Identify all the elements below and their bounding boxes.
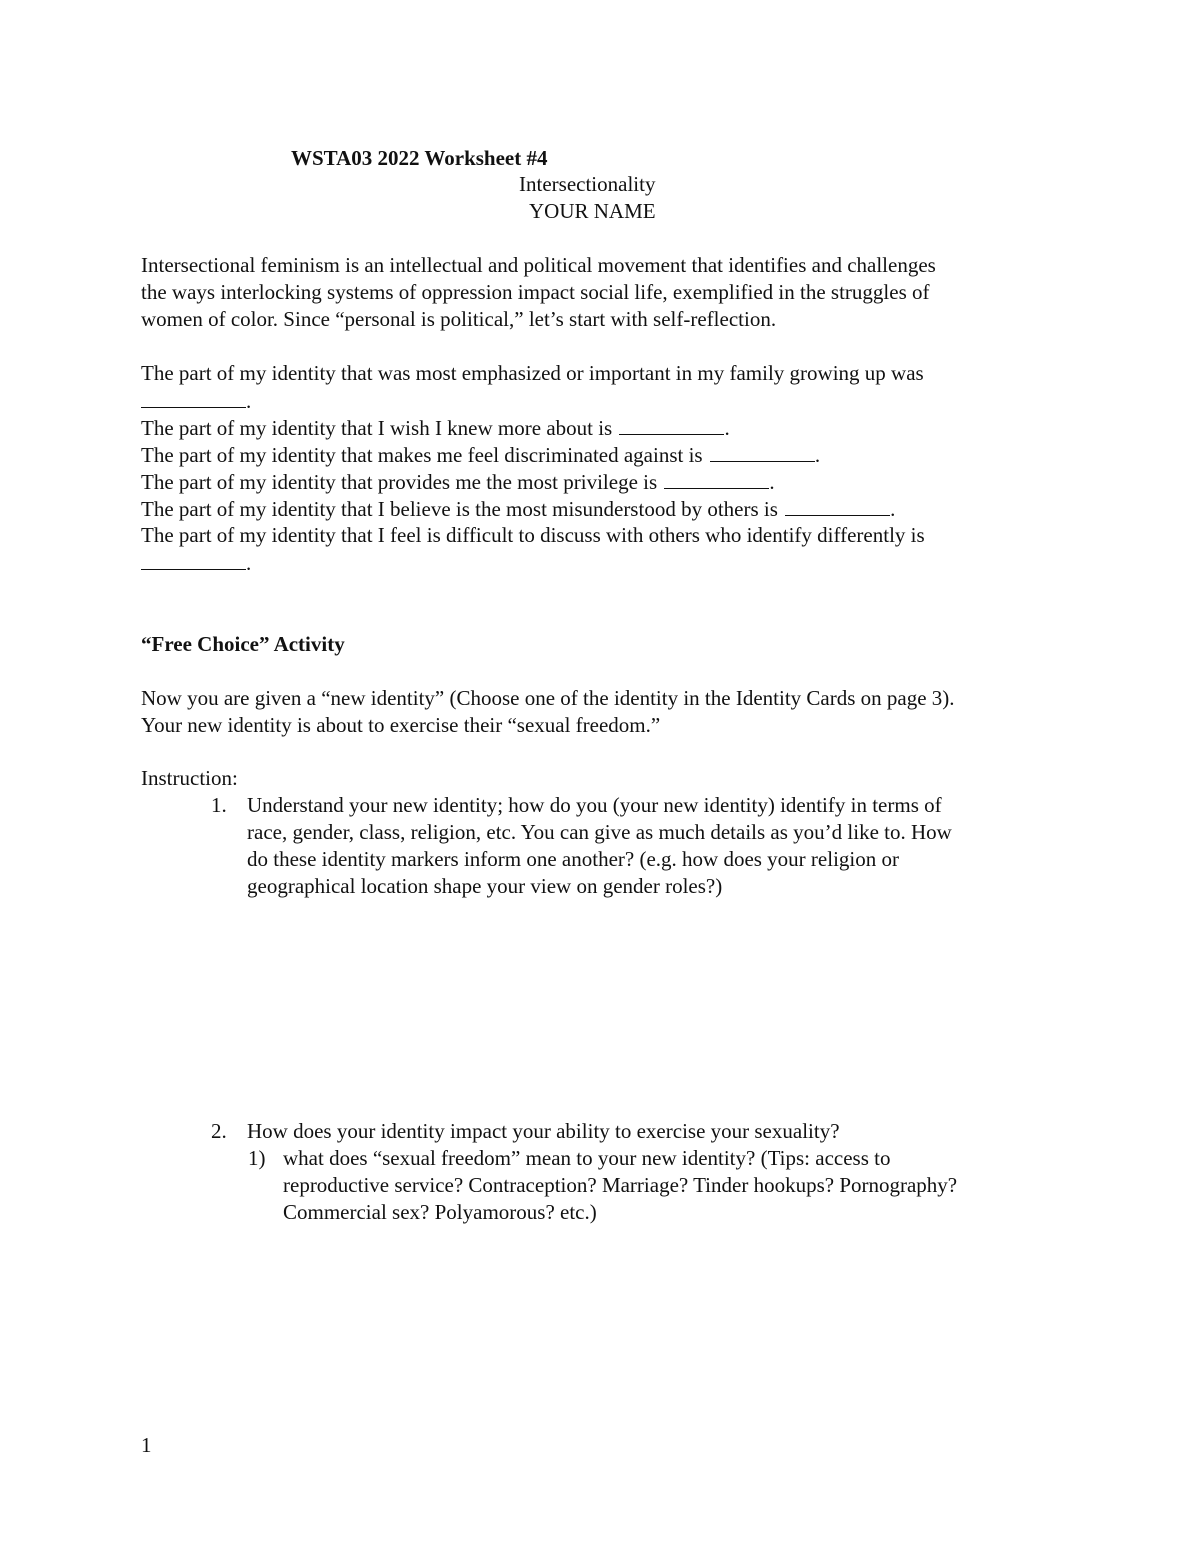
sub-item-text xyxy=(283,1145,1063,1226)
instruction-label: Instruction: xyxy=(141,766,238,790)
prompt-period: . xyxy=(246,551,252,575)
prompt-difficult xyxy=(141,522,925,549)
page-number: 1 xyxy=(141,1433,152,1457)
item-text xyxy=(247,1118,1047,1145)
prompt-family-blank xyxy=(141,387,925,414)
prompt-period: . xyxy=(769,470,775,494)
item-line: Understand your new identity; how do you (your new identity) identify in terms of xyxy=(247,793,942,817)
sub-item-line: reproductive service? Contraception? Marriage? Tinder hookups? Pornography? xyxy=(283,1173,958,1197)
sub-item-line: what does “sexual freedom” mean to your new identity? (Tips: access to xyxy=(283,1146,891,1170)
intro-line: Intersectional feminism is an intellectual and political movement that identifies and challenges xyxy=(141,253,936,277)
item-line: do these identity markers inform one another? (e.g. how does your religion or xyxy=(247,847,899,871)
answer-blank[interactable] xyxy=(141,387,246,408)
answer-blank[interactable] xyxy=(619,414,724,435)
item-line: race, gender, class, religion, etc. You can give as much details as you’d like to. How xyxy=(247,820,952,844)
prompt-text: The part of my identity that I feel is difficult to discuss with others who identify differently is xyxy=(141,523,925,547)
new-identity-paragraph xyxy=(141,685,955,739)
activity-heading: “Free Choice” Activity xyxy=(141,632,345,656)
item-text xyxy=(247,792,1047,900)
prompt-difficult-blank xyxy=(141,549,925,576)
intro-line: the ways interlocking systems of oppression impact social life, exemplified in the struggles of xyxy=(141,280,930,304)
answer-blank[interactable] xyxy=(141,549,246,570)
prompt-period: . xyxy=(724,416,730,440)
sub-item-line: Commercial sex? Polyamorous? etc.) xyxy=(283,1200,597,1224)
prompt-privilege xyxy=(141,468,925,495)
item-number: 2. xyxy=(211,1119,227,1143)
item-line: How does your identity impact your ability to exercise your sexuality? xyxy=(247,1119,840,1143)
worksheet-subtitle: Intersectionality xyxy=(519,172,656,196)
sub-item-number: 1) xyxy=(248,1146,266,1170)
prompt-text: The part of my identity that provides me the most privilege is xyxy=(141,470,658,494)
prompt-family xyxy=(141,360,925,387)
prompt-period: . xyxy=(814,443,821,467)
prompt-text: The part of my identity that was most emphasized or important in my family growing up was xyxy=(141,361,924,385)
prompt-discriminated xyxy=(141,441,925,468)
new-identity-line: Your new identity is about to exercise their “sexual freedom.” xyxy=(141,713,661,737)
item-line: geographical location shape your view on gender roles?) xyxy=(247,874,723,898)
new-identity-line: Now you are given a “new identity” (Choose one of the identity in the Identity Cards on page 3). xyxy=(141,686,955,710)
reflection-prompts xyxy=(141,360,925,576)
answer-blank[interactable] xyxy=(710,441,815,462)
answer-blank[interactable] xyxy=(785,495,890,516)
intro-line: women of color. Since “personal is political,” let’s start with self-reflection. xyxy=(141,307,777,331)
prompt-know-more xyxy=(141,414,925,441)
prompt-misunderstood xyxy=(141,495,925,522)
prompt-period: . xyxy=(246,389,252,413)
intro-paragraph xyxy=(141,252,1061,333)
prompt-text: The part of my identity that I believe is the most misunderstood by others is xyxy=(141,497,778,521)
prompt-text: The part of my identity that I wish I knew more about is xyxy=(141,416,613,440)
name-placeholder: YOUR NAME xyxy=(529,199,656,223)
prompt-period: . xyxy=(890,497,896,521)
item-number: 1. xyxy=(211,793,227,817)
worksheet-title: WSTA03 2022 Worksheet #4 xyxy=(291,146,548,170)
prompt-text: The part of my identity that makes me feel discriminated against is xyxy=(141,443,703,467)
answer-blank[interactable] xyxy=(664,468,769,489)
